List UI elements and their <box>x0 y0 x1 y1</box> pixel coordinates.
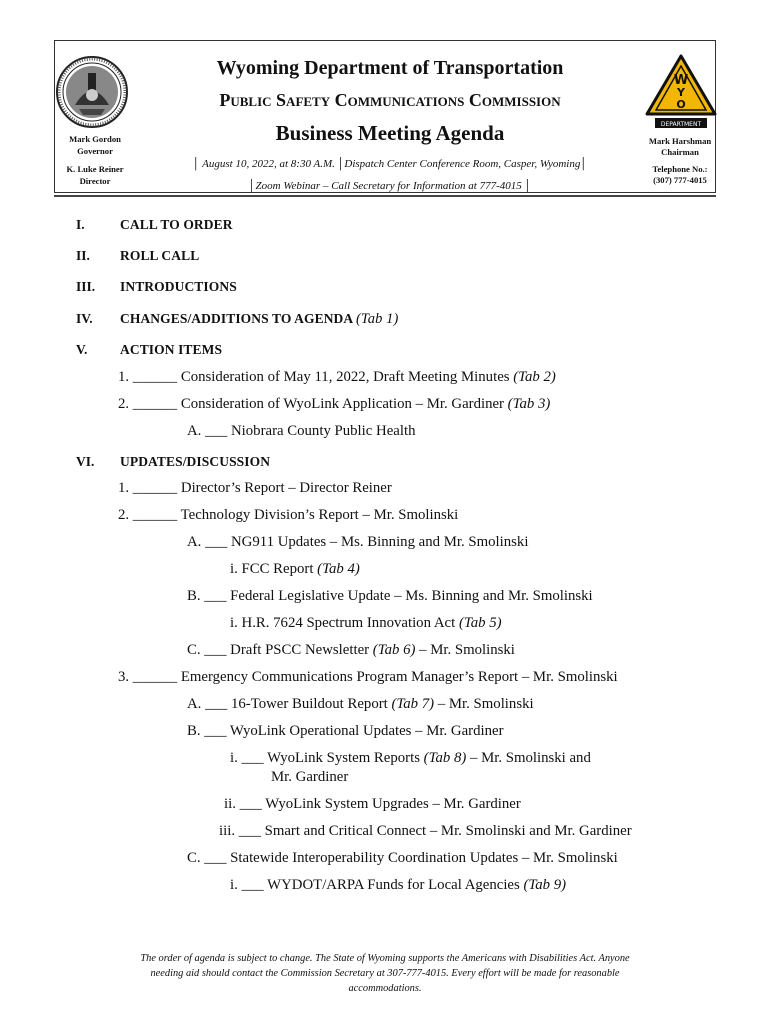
tab-reference: (Tab 4) <box>317 561 360 577</box>
agenda-item: 2. ______ Consideration of WyoLink Application – Mr. Gardiner (Tab 3) <box>118 396 551 412</box>
right-officials <box>640 136 720 186</box>
footer-line: The order of agenda is subject to change. The State of Wyoming supports the Americans with Disabilities Act. Anyone <box>140 953 630 964</box>
agenda-subitem: B. ___ WyoLink Operational Updates – Mr. Gardiner <box>187 723 504 739</box>
tab-reference: (Tab 3) <box>507 396 551 412</box>
agenda-subsubitem: i. ___ WYDOT/ARPA Funds for Local Agencies (Tab 9) <box>230 877 567 893</box>
footer-notice <box>95 951 675 996</box>
agenda-subitem: C. ___ Statewide Interoperability Coordination Updates – Mr. Smolinski <box>187 850 618 866</box>
section-title: CALL TO ORDER <box>120 217 233 232</box>
wydot-logo-letter-o: O <box>676 98 686 111</box>
agenda-subitem: A. ___ Niobrara County Public Health <box>187 423 416 439</box>
agenda-subsubitem: i. ___ WyoLink System Reports (Tab 8) – Mr. Smolinski and <box>230 750 591 766</box>
governor-name: Mark Gordon <box>69 134 121 144</box>
phone-number: (307) 777-4015 <box>653 175 707 185</box>
agenda-subitem: A. ___ NG911 Updates – Ms. Binning and Mr. Smolinski <box>187 534 529 550</box>
tab-reference: (Tab 7) <box>391 696 435 712</box>
wydot-logo-letter-w: W <box>673 73 689 88</box>
agenda-subsubitem: i. FCC Report (Tab 4) <box>230 561 360 577</box>
section-title: ACTION ITEMS <box>120 342 223 357</box>
tab-reference: (Tab 8) <box>423 750 467 766</box>
agenda-subsubitem: iii. ___ Smart and Critical Connect – Mr. Smolinski and Mr. Gardiner <box>219 823 632 839</box>
agenda-subsubitem: ii. ___ WyoLink System Upgrades – Mr. Gardiner <box>224 796 521 812</box>
agenda-subsubitem-continued: Mr. Gardiner <box>271 769 349 785</box>
zoom-details: │Zoom Webinar – Call Secretary for Information at 777-4015 │ <box>248 180 532 192</box>
chairman-title: Chairman <box>661 147 699 157</box>
department-title: Wyoming Department of Transportation <box>216 57 564 79</box>
section-title-with-tab <box>120 311 398 328</box>
section-title: INTRODUCTIONS <box>120 279 237 294</box>
director-name: K. Luke Reiner <box>66 164 124 174</box>
section-number: I. <box>76 217 85 232</box>
tab-reference: (Tab 2) <box>513 369 556 385</box>
agenda-subitem: B. ___ Federal Legislative Update – Ms. Binning and Mr. Smolinski <box>187 588 593 604</box>
footer-line: accommodations. <box>348 983 422 994</box>
wydot-logo-icon <box>645 54 717 132</box>
header-divider <box>54 195 716 197</box>
agenda-subsubitem: i. H.R. 7624 Spectrum Innovation Act (Tab 5) <box>230 615 502 631</box>
agenda-item: 2. ______ Technology Division’s Report – Mr. Smolinski <box>118 507 459 523</box>
commission-title: Public Safety Communications Commission <box>219 90 561 110</box>
left-officials <box>55 133 135 187</box>
agenda-subitem: C. ___ Draft PSCC Newsletter (Tab 6) – Mr. Smolinski <box>187 642 515 658</box>
section-number: VI. <box>76 454 95 469</box>
tab-reference: (Tab 1) <box>356 311 399 327</box>
agenda-item: 1. ______ Director’s Report – Director Reiner <box>118 480 392 496</box>
footer-line: needing aid should contact the Commission Secretary at 307-777-4015. Every effort will be made for reasonable <box>150 968 620 979</box>
state-seal-icon <box>55 55 129 129</box>
governor-title: Governor <box>77 146 113 156</box>
phone-label: Telephone No.: <box>652 164 708 174</box>
section-title: UPDATES/DISCUSSION <box>120 454 271 469</box>
section-number: IV. <box>76 311 93 326</box>
section-number: V. <box>76 342 88 357</box>
chairman-name: Mark Harshman <box>648 136 712 146</box>
tab-reference: (Tab 9) <box>523 877 567 893</box>
wydot-logo-band: DEPARTMENT <box>660 121 702 128</box>
agenda-item: 1. ______ Consideration of May 11, 2022, Draft Meeting Minutes (Tab 2) <box>118 369 556 385</box>
director-title: Director <box>79 176 111 186</box>
agenda-subitem: A. ___ 16-Tower Buildout Report (Tab 7) – Mr. Smolinski <box>187 696 534 712</box>
section-number: III. <box>76 279 96 294</box>
tab-reference: (Tab 6) <box>372 642 416 658</box>
agenda-item: 3. ______ Emergency Communications Program Manager’s Report – Mr. Smolinski <box>118 669 618 685</box>
meeting-details: │ August 10, 2022, at 8:30 A.M. │Dispatch Center Conference Room, Casper, Wyoming│ <box>192 158 588 170</box>
wydot-logo-letter-y: Y <box>677 86 685 99</box>
tab-reference: (Tab 5) <box>458 615 502 631</box>
section-number: II. <box>76 248 90 263</box>
agenda-title: Business Meeting Agenda <box>275 121 505 145</box>
section-title: ROLL CALL <box>120 248 200 263</box>
section-title: CHANGES/ADDITIONS TO AGENDA <box>120 311 353 326</box>
